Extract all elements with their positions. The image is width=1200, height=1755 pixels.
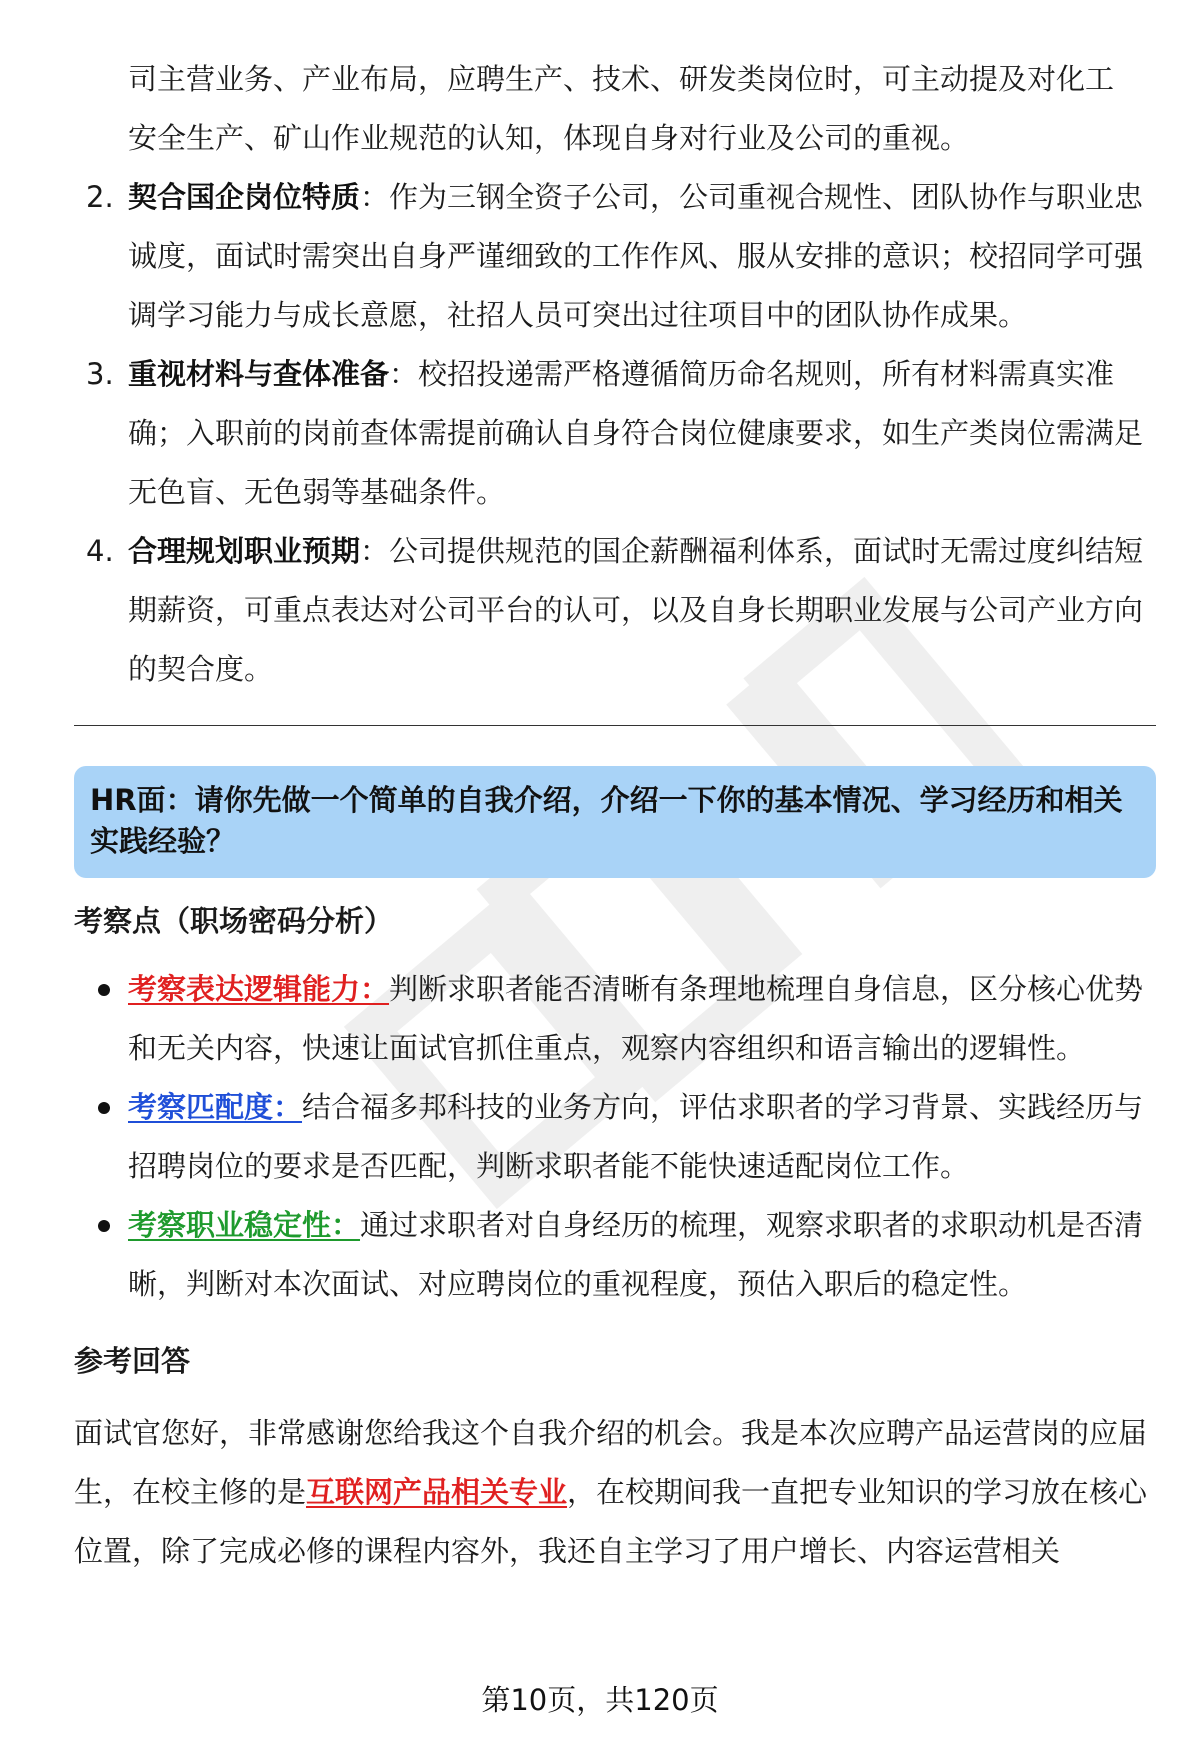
question-text: HR面：请你先做一个简单的自我介绍，介绍一下你的基本情况、学习经历和相关实践经验？	[90, 783, 1123, 858]
answer-paragraph	[74, 1404, 1156, 1581]
analysis-point	[74, 1196, 1156, 1314]
question-box	[74, 766, 1156, 878]
analysis-point	[74, 1078, 1156, 1196]
tip-text: ：校招投递需严格遵循简历命名规则，所有材料需真实准确；入职前的岗前查体需提前确认自身符合岗位健康要求，如生产类岗位需满足无色盲、无色弱等基础条件。	[128, 357, 1144, 509]
answer-text: 面试官您好，非常感谢您给我这个自我介绍的机会。我是本次应聘产品运营岗的应届生，在校主修的是	[74, 1416, 1148, 1509]
tip-text: ：作为三钢全资子公司，公司重视合规性、团队协作与职业忠诚度，面试时需突出自身严谨细致的工作作风、服从安排的意识；校招同学可强调学习能力与成长意愿，社招人员可突出过往项目中的团队协作成果。	[128, 180, 1144, 332]
bullet-icon	[98, 984, 110, 996]
analysis-point	[74, 960, 1156, 1078]
answer-title: 参考回答	[74, 1344, 191, 1378]
intro-line: 司主营业务、产业布局，应聘生产、技术、研发类岗位时，可主动提及对化工	[128, 62, 1115, 96]
page-footer	[0, 1678, 1200, 1719]
tip-item	[74, 522, 1156, 699]
document-page	[74, 50, 1156, 1581]
tip-number: 2.	[86, 180, 114, 214]
tip-number: 3.	[86, 357, 114, 391]
point-text: 结合福多邦科技的业务方向，评估求职者的学习背景、实践经历与招聘岗位的要求是否匹配，判断求职者能不能快速适配岗位工作。	[128, 1090, 1144, 1183]
point-text: 判断求职者能否清晰有条理地梳理自身信息，区分核心优势和无关内容，快速让面试官抓住重点，观察内容组织和语言输出的逻辑性。	[128, 972, 1144, 1065]
tip-text: ：公司提供规范的国企薪酬福利体系，面试时无需过度纠结短期薪资，可重点表达对公司平台的认可，以及自身长期职业发展与公司产业方向的契合度。	[128, 534, 1144, 686]
point-label: 考察表达逻辑能力：	[128, 972, 390, 1006]
analysis-points	[74, 960, 1156, 1314]
intro-continuation	[128, 50, 1156, 168]
answer-highlight: 互联网产品相关专业	[306, 1475, 568, 1509]
tip-number: 4.	[86, 534, 114, 568]
tip-item	[74, 345, 1156, 522]
bullet-icon	[98, 1102, 110, 1114]
point-label: 考察职业稳定性：	[128, 1208, 361, 1242]
answer-text: ，在校期间我一直把专业知识的学习放在核心位置，除了完成必修的课程内容外，我还自主学习了用户增长、内容运营相关	[74, 1475, 1148, 1568]
bullet-icon	[98, 1220, 110, 1232]
tip-item	[74, 168, 1156, 345]
tip-title: 重视材料与查体准备	[128, 357, 390, 391]
point-label: 考察匹配度：	[128, 1090, 303, 1124]
analysis-title: 考察点（职场密码分析）	[74, 904, 394, 938]
page-number: 第10页，共120页	[481, 1683, 719, 1717]
section-divider	[74, 725, 1156, 726]
intro-line: 安全生产、矿山作业规范的认知，体现自身对行业及公司的重视。	[128, 121, 970, 155]
tips-list	[74, 168, 1156, 699]
tip-title: 合理规划职业预期	[128, 534, 361, 568]
point-text: 通过求职者对自身经历的梳理，观察求职者的求职动机是否清晰，判断对本次面试、对应聘岗位的重视程度，预估入职后的稳定性。	[128, 1208, 1144, 1301]
tip-title: 契合国企岗位特质	[128, 180, 361, 214]
